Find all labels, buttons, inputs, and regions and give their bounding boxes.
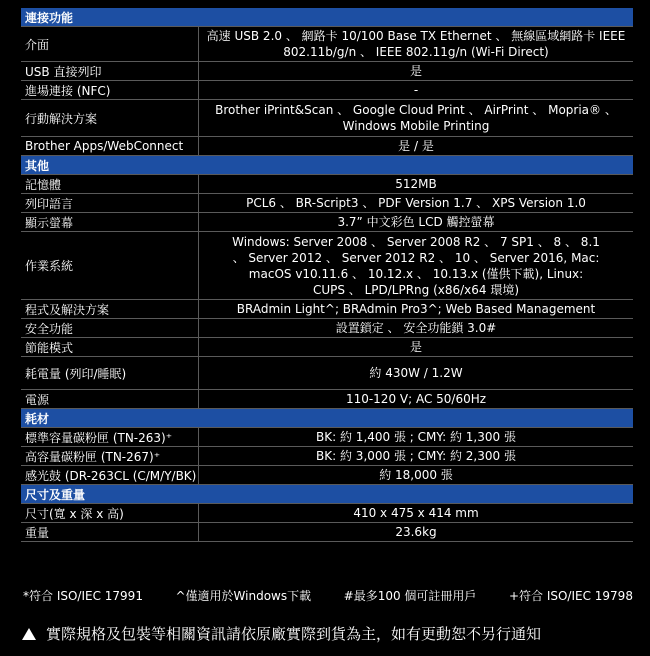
footnotes	[23, 587, 633, 604]
spec-row-weight	[21, 523, 633, 542]
spec-row-drum	[21, 466, 633, 485]
spec-value: 3.7” 中文彩色 LCD 觸控螢幕	[337, 215, 495, 229]
footnote: *符合 ISO/IEC 17991	[23, 589, 143, 603]
spec-label: 電源	[21, 390, 199, 408]
spec-label: 標準容量碳粉匣 (TN-263)⁺	[21, 428, 199, 446]
spec-value: BK: 約 3,000 張 ; CMY: 約 2,300 張	[316, 449, 516, 463]
footnote: ^僅適用於Windows下載	[175, 589, 312, 603]
spec-value: 是	[409, 340, 422, 354]
spec-value: 410 x 475 x 414 mm	[353, 506, 479, 520]
spec-value: 是 / 是	[398, 139, 434, 153]
spec-value: 約 18,000 張	[379, 468, 453, 482]
spec-value: Windows: Server 2008 、 Server 2008 R2 、 7 SP1 、 8 、 8.1 、 Server 2012 、 Server 2012 R2 、 10 、 Server 2016, Mac: macOS v10.11.6 、 10.12.x 、 10.13.x (僅供下載), Linux: CUPS 、 LPD/LPRng (x86/x64 環境)	[232, 234, 600, 297]
spec-label: 進場連接 (NFC)	[21, 81, 199, 99]
spec-label: 節能模式	[21, 338, 199, 356]
spec-value: PCL6 、 BR-Script3 、 PDF Version 1.7 、 XPS Version 1.0	[246, 196, 586, 210]
spec-label: 重量	[21, 523, 199, 541]
spec-row-mobile	[21, 100, 633, 137]
section-header-connectivity: 連接功能	[21, 8, 633, 27]
spec-label: 耗電量 (列印/睡眠)	[21, 357, 199, 389]
disclaimer-notice	[22, 623, 541, 644]
spec-row-memory	[21, 175, 633, 194]
spec-label: 感光鼓 (DR-263CL (C/M/Y/BK)	[21, 466, 199, 484]
spec-row-dimensions	[21, 504, 633, 523]
footnote: +符合 ISO/IEC 19798	[508, 589, 633, 603]
spec-label: 程式及解決方案	[21, 300, 199, 318]
section-header-supplies: 耗材	[21, 409, 633, 428]
spec-row-power-consumption	[21, 357, 633, 390]
disclaimer-text: 實際規格及包裝等相關資訊請依原廠實際到貨為主，如有更動恕不另行通知	[46, 625, 542, 643]
spec-row-toner-high	[21, 447, 633, 466]
spec-value: 約 430W / 1.2W	[369, 366, 463, 380]
spec-label: 列印語言	[21, 194, 199, 212]
spec-row-apps	[21, 137, 633, 156]
spec-value: 設置鎖定 、 安全功能鎖 3.0#	[335, 321, 497, 335]
spec-row-toner-standard	[21, 428, 633, 447]
spec-label: 安全功能	[21, 319, 199, 337]
spec-value: 是	[409, 64, 422, 78]
spec-row-security	[21, 319, 633, 338]
spec-label: 尺寸(寬 x 深 x 高)	[21, 504, 199, 522]
section-header-size-weight: 尺寸及重量	[21, 485, 633, 504]
spec-value: 高速 USB 2.0 、 網路卡 10/100 Base TX Ethernet 、 無線區域網路卡 IEEE 802.11b/g/n 、 IEEE 802.11g/n (Wi-Fi Direct)	[206, 29, 626, 59]
spec-value: 23.6kg	[395, 525, 437, 539]
spec-label: USB 直接列印	[21, 62, 199, 80]
spec-value: Brother iPrint&Scan 、 Google Cloud Print 、 AirPrint 、 Mopria® 、 Windows Mobile Printing	[215, 103, 617, 133]
spec-row-os	[21, 232, 633, 300]
spec-table	[21, 8, 633, 542]
spec-row-nfc	[21, 81, 633, 100]
footnote: #最多100 個可註冊用戶	[343, 589, 477, 603]
spec-value: -	[413, 83, 419, 97]
section-header-other: 其他	[21, 156, 633, 175]
spec-label: 作業系統	[21, 232, 199, 299]
spec-label: 顯示螢幕	[21, 213, 199, 231]
spec-row-power	[21, 390, 633, 409]
warning-triangle-icon	[22, 628, 36, 640]
spec-value: BK: 約 1,400 張 ; CMY: 約 1,300 張	[316, 430, 516, 444]
spec-label: 記憶體	[21, 175, 199, 193]
spec-value: 110-120 V; AC 50/60Hz	[345, 392, 487, 406]
spec-row-print-language	[21, 194, 633, 213]
spec-label: 介面	[21, 27, 199, 61]
spec-label: 行動解決方案	[21, 100, 199, 136]
spec-row-software	[21, 300, 633, 319]
spec-row-eco-mode	[21, 338, 633, 357]
spec-row-interface	[21, 27, 633, 62]
spec-value: 512MB	[395, 177, 437, 191]
spec-label: Brother Apps/WebConnect	[21, 137, 199, 155]
spec-row-display	[21, 213, 633, 232]
spec-label: 高容量碳粉匣 (TN-267)⁺	[21, 447, 199, 465]
spec-row-usb-direct	[21, 62, 633, 81]
spec-value: BRAdmin Light^; BRAdmin Pro3^; Web Based Management	[236, 302, 596, 316]
